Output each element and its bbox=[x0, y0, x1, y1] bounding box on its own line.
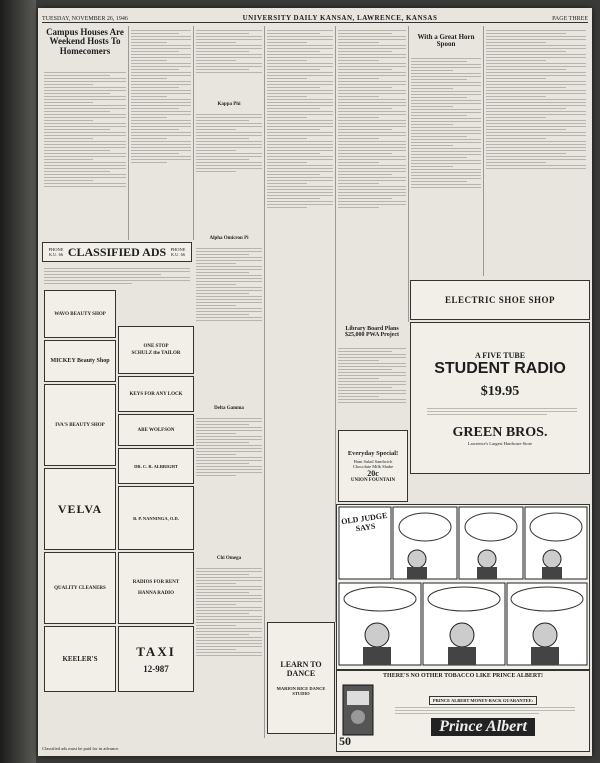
taxi-title: TAXI bbox=[136, 644, 176, 659]
union-fountain-ad bbox=[338, 430, 408, 502]
library-headline: Library Board Plans $25,000 PWA Project bbox=[344, 326, 400, 339]
prince-price: 50 bbox=[339, 734, 351, 748]
schulz-title: SCHULZ the TAILOR bbox=[131, 351, 181, 356]
old-judge-comic bbox=[336, 504, 590, 670]
col7-text bbox=[486, 28, 586, 171]
kappa-phi-heading: Kappa Phi bbox=[217, 102, 241, 107]
prince-albert-ad bbox=[336, 670, 590, 752]
everyday-special: Everyday Special! bbox=[347, 449, 399, 457]
prince-guarantee: PRINCE ALBERT MONEY-BACK GUARANTEE: bbox=[429, 696, 537, 705]
nanninga-ad bbox=[118, 486, 194, 550]
header-paper-name: UNIVERSITY DAILY KANSAN, LAWRENCE, KANSAS bbox=[242, 14, 438, 22]
col1-article-text bbox=[44, 70, 126, 189]
classified-phone-right: PHONE K.U. 66 bbox=[170, 247, 186, 257]
library-article-text bbox=[338, 346, 406, 405]
column-4 bbox=[265, 26, 336, 622]
malt-line: Chocolate Milk Shake bbox=[352, 463, 394, 469]
one-stop-schulz-ad bbox=[118, 326, 194, 374]
header-page-number: PAGE THREE bbox=[552, 16, 588, 22]
comic-title: OLD JUDGE SAYS bbox=[340, 510, 388, 534]
classified-ads-banner bbox=[42, 242, 192, 262]
delta-gamma-heading: Delta Gamma bbox=[214, 406, 244, 411]
radio-title: STUDENT RADIO bbox=[434, 359, 566, 377]
taxi-phone: 12-987 bbox=[143, 664, 169, 674]
hanna-radio-ad bbox=[118, 552, 194, 624]
velva-ad-title: VELVA bbox=[57, 501, 103, 516]
keys-title: KEYS FOR ANY LOCK bbox=[129, 391, 183, 397]
prince-headline: THERE'S NO OTHER TOBACCO LIKE PRINCE ALBERT! bbox=[383, 673, 543, 679]
radio-desc bbox=[427, 406, 577, 417]
student-radio-ad bbox=[410, 322, 590, 474]
radio-price: $19.95 bbox=[480, 383, 520, 399]
col3-text-5 bbox=[196, 566, 262, 658]
col1-headline: Campus Houses Are Weekend Hosts To Homecomers bbox=[46, 27, 124, 56]
sandwich-line: Ham Salad Sandwich bbox=[353, 458, 393, 464]
col3-text-3 bbox=[196, 246, 262, 323]
col4-text-1 bbox=[267, 28, 333, 210]
col2-article-text bbox=[131, 28, 191, 165]
nanninga-title: B. P. NANNINGA, O.D. bbox=[133, 515, 179, 521]
mickey-ad-title: MICKEY Beauty Shop bbox=[50, 358, 110, 364]
albright-ad bbox=[118, 448, 194, 484]
marion-rice-title: MARION RICE DANCE STUDIO bbox=[276, 686, 326, 696]
scan-shadow bbox=[0, 0, 36, 763]
quality-ad-title: QUALITY CLEANERS bbox=[54, 585, 106, 591]
hanna-title: HANNA RADIO bbox=[138, 591, 174, 596]
green-bros-title: GREEN BROS. bbox=[452, 424, 548, 440]
classified-footer-note: Classified ads must be paid for in advance. bbox=[42, 746, 120, 752]
keelers-ad bbox=[44, 626, 116, 692]
column-6 bbox=[409, 26, 484, 276]
chi-omega-heading: Chi Omega bbox=[216, 556, 242, 561]
abe-wolfson-ad bbox=[118, 414, 194, 446]
ivas-ad-title: IVA'S BEAUTY SHOP bbox=[55, 422, 105, 428]
col6-text bbox=[411, 56, 481, 190]
classified-listings bbox=[44, 266, 190, 286]
learn-dance-title: LEARN TO DANCE bbox=[280, 660, 322, 678]
wavo-ad-title: WAVO BEAUTY SHOP bbox=[54, 311, 106, 317]
column-7 bbox=[484, 26, 588, 276]
albright-title: DR. C. R. ALBRIGHT bbox=[134, 463, 178, 469]
green-bros-sub: Lawrence's Largest Hardware Store bbox=[467, 440, 533, 446]
prince-copy bbox=[395, 705, 575, 716]
tobacco-tin-icon bbox=[337, 681, 377, 741]
classified-title: CLASSIFIED ADS bbox=[67, 244, 167, 259]
electric-shoe-title: ELECTRIC SHOE SHOP bbox=[444, 295, 556, 305]
wavo-beauty-shop-ad bbox=[44, 290, 116, 338]
union-fountain-name: UNION FOUNTAIN bbox=[350, 477, 396, 483]
col3-text-2 bbox=[196, 112, 262, 174]
abe-title: ABE WOLFSON bbox=[137, 427, 175, 433]
prince-brand: Prince Albert bbox=[431, 718, 535, 736]
marion-rice-dance-ad bbox=[267, 622, 335, 734]
alpha-omicron-heading: Alpha Omicron Pi bbox=[209, 236, 249, 241]
column-5 bbox=[336, 26, 409, 322]
col3-society-text bbox=[196, 28, 262, 75]
quality-cleaners-ad bbox=[44, 552, 116, 624]
column-3 bbox=[194, 26, 265, 738]
col5-text-1 bbox=[338, 28, 406, 210]
column-1 bbox=[42, 26, 129, 240]
newspaper-page bbox=[38, 8, 592, 756]
special-price: 20c bbox=[367, 468, 379, 478]
keys-ad bbox=[118, 376, 194, 412]
one-stop-title: ONE STOP bbox=[143, 344, 169, 349]
column-2-upper bbox=[129, 26, 194, 240]
classified-phone-left: PHONE K.U. 66 bbox=[48, 247, 64, 257]
electric-shoe-shop-ad bbox=[410, 280, 590, 320]
ivas-beauty-shop-ad bbox=[44, 384, 116, 466]
page-header bbox=[42, 12, 588, 23]
taxi-ad bbox=[118, 626, 194, 692]
velva-ad bbox=[44, 468, 116, 550]
header-date: TUESDAY, NOVEMBER 26, 1946 bbox=[42, 16, 128, 22]
keelers-ad-title: KEELER'S bbox=[62, 655, 98, 663]
col3-text-4 bbox=[196, 416, 262, 478]
mickey-beauty-shop-ad bbox=[44, 340, 116, 382]
radio-kicker: A FIVE TUBE bbox=[474, 350, 526, 360]
col5-headline: With a Great Horn Spoon bbox=[417, 33, 475, 49]
radios-for-rent-title: RADIOS FOR RENT bbox=[132, 580, 180, 585]
